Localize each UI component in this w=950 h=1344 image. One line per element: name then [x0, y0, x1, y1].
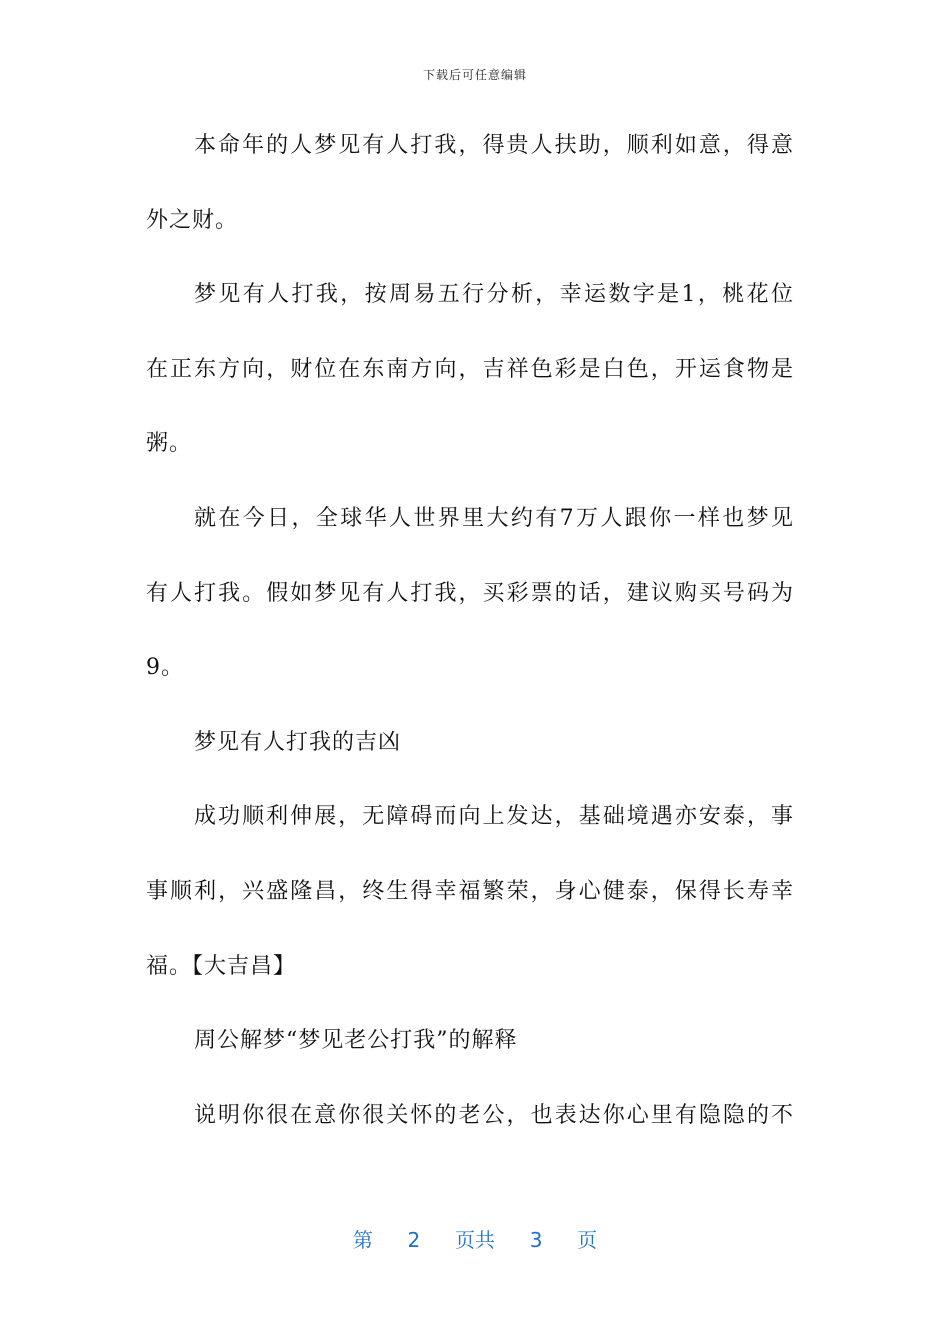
section-heading: 周公解梦“梦见老公打我”的解释 — [194, 1028, 518, 1054]
paragraph-line: 外之财。 — [146, 207, 239, 233]
paragraph-line: 说明你很在意你很关怀的老公，也表达你心里有隐隐的不 — [194, 1102, 794, 1128]
footer-middle: 页共 — [455, 1228, 495, 1252]
paragraph-line: 有人打我。假如梦见有人打我，买彩票的话，建议购买号码为 — [146, 580, 794, 606]
paragraph-line: 事顺利，兴盛隆昌，终生得幸福繁荣，身心健泰，保得长寿幸 — [146, 878, 794, 904]
page-header-note: 下载后可任意编辑 — [422, 68, 527, 82]
paragraph-line: 本命年的人梦见有人打我，得贵人扶助，顺利如意，得意 — [194, 133, 794, 158]
footer-suffix: 页 — [577, 1228, 598, 1252]
paragraph-line: 粥。 — [146, 431, 193, 457]
paragraph-line: 福。【大吉昌】 — [146, 953, 297, 979]
section-heading: 梦见有人打我的吉凶 — [194, 729, 402, 755]
footer-prefix: 第 — [352, 1228, 373, 1252]
paragraph-line: 9。 — [146, 655, 184, 681]
paragraph-line: 梦见有人打我，按周易五行分析，幸运数字是1，桃花位 — [194, 282, 794, 308]
document-body — [146, 120, 794, 1164]
footer-total-pages: 3 — [529, 1228, 543, 1252]
paragraph-line: 就在今日，全球华人世界里大约有7万人跟你一样也梦见 — [194, 505, 794, 531]
paragraph-line: 在正东方向，财位在东南方向，吉祥色彩是白色，开运食物是 — [146, 356, 794, 382]
page-number-footer — [0, 1224, 950, 1253]
footer-page-number: 2 — [407, 1228, 421, 1252]
paragraph-line: 成功顺利伸展，无障碍而向上发达，基础境遇亦安泰，事 — [194, 804, 794, 830]
